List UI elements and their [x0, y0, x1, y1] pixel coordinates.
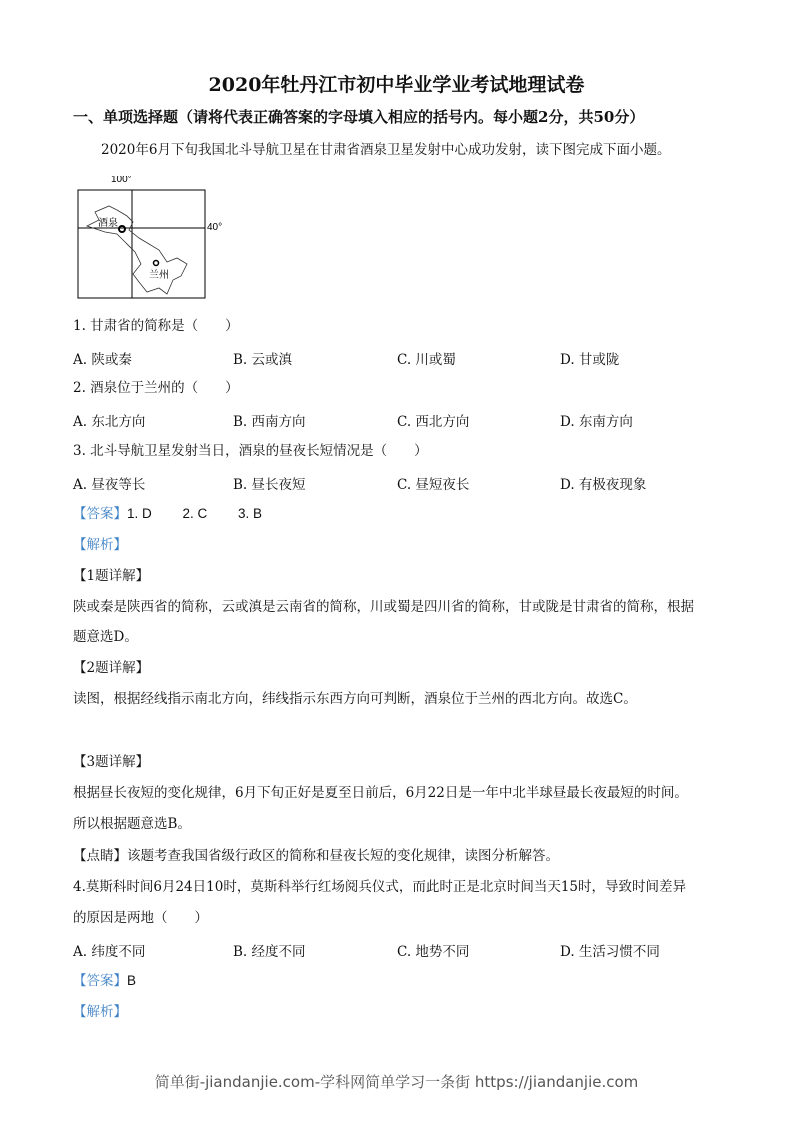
detail-3-line: 所以根据题意选B。	[73, 816, 191, 832]
question-1: 1. 甘肃省的简称是（ ）	[73, 318, 239, 334]
question-2: 2. 酒泉位于兰州的（ ）	[73, 380, 239, 396]
q1-option-c[interactable]: C. 川或蜀	[397, 352, 456, 368]
q3-option-d[interactable]: D. 有极夜现象	[560, 477, 647, 493]
question-3: 3. 北斗导航卫星发射当日，酒泉的昼夜长短情况是（ ）	[73, 443, 428, 459]
q3-option-b[interactable]: B. 昼长夜短	[233, 477, 306, 493]
answer-text: B	[127, 973, 137, 988]
detail-3-line: 根据昼长夜短的变化规律，6月下旬正好是夏至日前后，6月22日是一年中北半球昼最长夜最短的时间。	[73, 785, 688, 801]
answer-tag: 【答案】	[73, 973, 127, 989]
q3-option-a[interactable]: A. 昼夜等长	[73, 477, 146, 493]
footer-watermark: 简单街-jiandanjie.com-学科网简单学习一条街 https://jiandanjie.com	[154, 1073, 639, 1091]
detail-3-heading: 【3题详解】	[73, 754, 150, 770]
q4-option-c[interactable]: C. 地势不同	[397, 944, 470, 960]
comment: 【点睛】该题考查我国省级行政区的简称和昼夜长短的变化规律，读图分析解答。	[73, 848, 559, 864]
answer-text: 1. D 2. C 3. B	[127, 506, 263, 521]
q4-option-d[interactable]: D. 生活习惯不同	[560, 944, 660, 960]
analysis-tag: 【解析】	[73, 537, 127, 553]
q2-option-c[interactable]: C. 西北方向	[397, 414, 470, 430]
analysis-tag: 【解析】	[73, 1004, 127, 1020]
question-4: 4.莫斯科时间6月24日10时，莫斯科举行红场阅兵仪式，而此时正是北京时间当天15时，导致时间差异	[73, 879, 687, 895]
city-lanzhou: 兰州	[149, 270, 169, 281]
latitude-label: 40°	[207, 222, 223, 233]
detail-2-heading: 【2题详解】	[73, 660, 150, 676]
q1-option-d[interactable]: D. 甘或陇	[560, 352, 620, 368]
page-title: 2020年牡丹江市初中毕业学业考试地理试卷	[208, 74, 585, 96]
detail-1-line: 题意选D。	[73, 629, 138, 645]
answer-tag: 【答案】	[73, 506, 127, 522]
q2-option-d[interactable]: D. 东南方向	[560, 414, 633, 430]
detail-1-heading: 【1题详解】	[73, 568, 150, 584]
q4-option-b[interactable]: B. 经度不同	[233, 944, 306, 960]
q3-option-c[interactable]: C. 昼短夜长	[397, 477, 470, 493]
q1-option-b[interactable]: B. 云或滇	[233, 352, 293, 368]
city-jiuquan: 酒泉	[98, 218, 118, 229]
detail-1-line: 陕或秦是陕西省的简称，云或滇是云南省的简称，川或蜀是四川省的简称，甘或陇是甘肃省的简称，根据	[73, 599, 694, 615]
question-4-cont: 的原因是两地（ ）	[73, 910, 208, 926]
answer-4	[73, 972, 136, 990]
intro-text: 2020年6月下旬我国北斗导航卫星在甘肃省酒泉卫星发射中心成功发射，读下图完成下面小题。	[101, 142, 671, 158]
q2-option-b[interactable]: B. 西南方向	[233, 414, 306, 430]
longitude-label: 100°	[111, 176, 132, 185]
answer-1-3	[73, 505, 262, 523]
section-heading: 一、单项选择题（请将代表正确答案的字母填入相应的括号内。每小题2分，共50分）	[73, 108, 645, 126]
q1-option-a[interactable]: A. 陕或秦	[73, 352, 132, 368]
gansu-map	[77, 176, 237, 308]
q4-option-a[interactable]: A. 纬度不同	[73, 944, 146, 960]
detail-2-line: 读图，根据经线指示南北方向，纬线指示东西方向可判断，酒泉位于兰州的西北方向。故选C。	[73, 691, 637, 707]
q2-option-a[interactable]: A. 东北方向	[73, 414, 146, 430]
